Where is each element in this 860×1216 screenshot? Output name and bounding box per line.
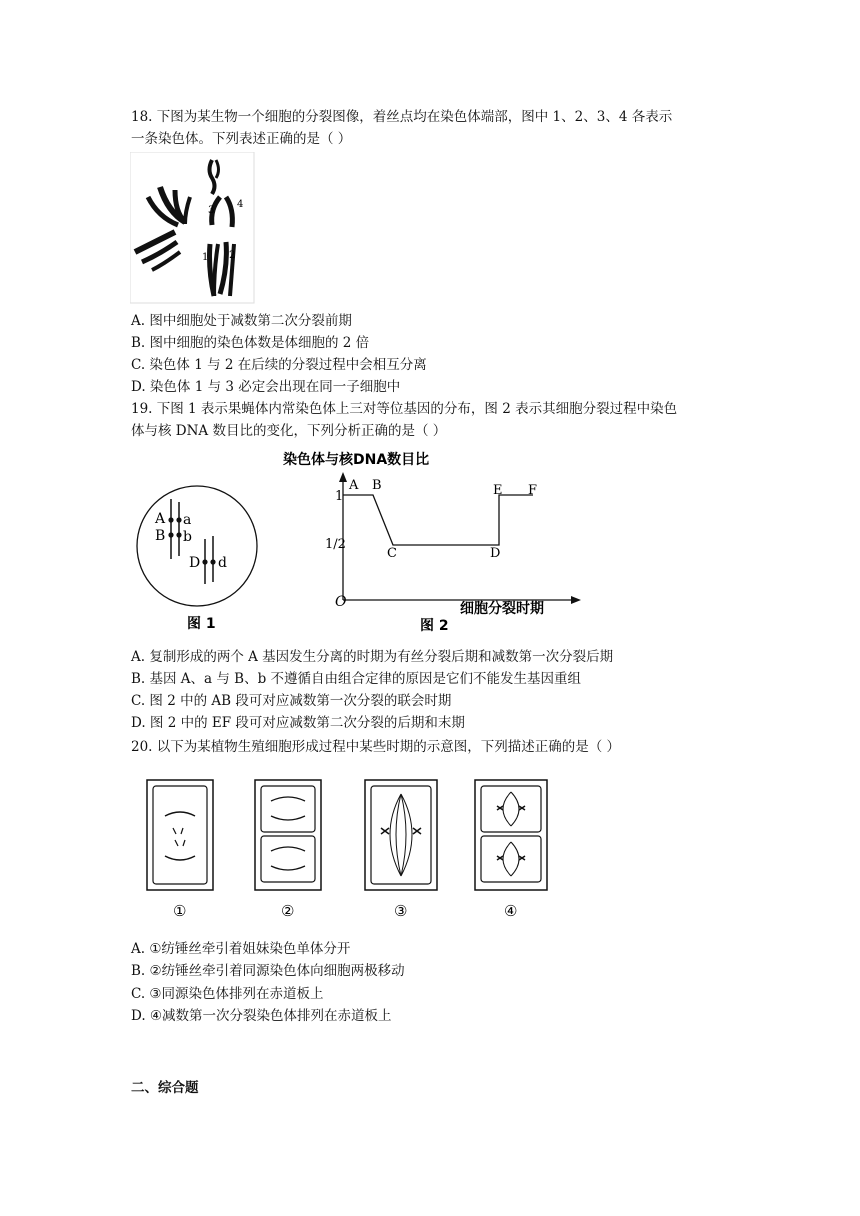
q20-label-4: ④ <box>504 902 518 920</box>
q20-label-2: ② <box>281 902 295 920</box>
q19-fig1-caption: 图 1 <box>187 616 216 632</box>
q19-gene-D: D <box>189 555 201 571</box>
q20-option-b: B. ②纺锤丝牵引着同源染色体向细胞两极移动 <box>131 963 405 979</box>
q19-fig2-point-E: E <box>493 483 503 498</box>
q19-option-a: A. 复制形成的两个 A 基因发生分离的时期为有丝分裂后期和减数第一次分裂后期 <box>131 649 614 665</box>
q20-cell-1 <box>147 780 213 890</box>
q19-fig2-point-C: C <box>387 546 397 561</box>
q20-option-c: C. ③同源染色体排列在赤道板上 <box>131 986 324 1002</box>
q19-stem-line1: 19. 下图 1 表示果蝇体内常染色体上三对等位基因的分布，图 2 表示其细胞分裂过程中染色 <box>131 401 678 417</box>
q19-cell-circle <box>137 486 257 606</box>
q18-stem-line2: 一条染色体。下列表述正确的是（ ） <box>131 131 352 147</box>
q19-locus-D <box>202 559 207 564</box>
q19-fig2-point-D: D <box>490 546 501 561</box>
q18-option-a: A. 图中细胞处于减数第二次分裂前期 <box>131 313 352 329</box>
q18-label-3: 3 <box>208 205 215 216</box>
q19-fig2-tick-half: 1/2 <box>325 537 346 552</box>
q19-fig2-y-title: 染色体与核DNA数目比 <box>283 452 430 468</box>
q19-fig2-origin: O <box>335 594 347 610</box>
q19-gene-d: d <box>218 555 227 571</box>
q19-locus-d <box>210 559 215 564</box>
q20-label-1: ① <box>173 902 187 920</box>
q19-fig2-y-arrow <box>339 472 347 482</box>
q18-stem-line1: 18. 下图为某生物一个细胞的分裂图像，着丝点均在染色体端部，图中 1、2、3、4 各表示 <box>131 109 673 125</box>
q19-fig2-tick-1: 1 <box>335 489 344 504</box>
q18-option-b: B. 图中细胞的染色体数是体细胞的 2 倍 <box>131 335 370 351</box>
q20-label-3: ③ <box>394 902 408 920</box>
q19-option-d: D. 图 2 中的 EF 段可对应减数第二次分裂的后期和末期 <box>131 715 465 731</box>
q18-cell-figure <box>130 152 255 304</box>
q19-locus-A <box>168 517 173 522</box>
q19-fig2-point-A: A <box>349 478 359 493</box>
q18-figure-frame <box>130 152 254 303</box>
q19-locus-b <box>176 532 181 537</box>
q19-locus-a <box>176 517 181 522</box>
q19-gene-B: B <box>155 528 166 544</box>
q19-fig2-x-title: 细胞分裂时期 <box>460 601 544 617</box>
q19-gene-A: A <box>155 511 166 527</box>
q19-stem-line2: 体与核 DNA 数目比的变化，下列分析正确的是（ ） <box>131 423 447 439</box>
q19-option-c: C. 图 2 中的 AB 段可对应减数第一次分裂的联会时期 <box>131 693 452 709</box>
q19-figure-1 <box>133 484 263 634</box>
q20-cell-3 <box>365 780 437 890</box>
q19-fig2-point-F: F <box>528 483 538 498</box>
q20-cell-4 <box>475 780 547 890</box>
q20-option-a: A. ①纺锤丝牵引着姐妹染色单体分开 <box>131 941 351 957</box>
q19-gene-b: b <box>183 529 192 545</box>
q19-fig2-point-B: B <box>372 478 382 493</box>
q20-cells-figure <box>143 776 555 926</box>
q19-figure-2 <box>275 450 595 636</box>
q19-locus-B <box>168 532 173 537</box>
q20-option-d: D. ④减数第一次分裂染色体排列在赤道板上 <box>131 1008 392 1024</box>
q20-cell-2 <box>255 780 321 890</box>
q20-stem: 20. 以下为某植物生殖细胞形成过程中某些时期的示意图，下列描述正确的是（ ） <box>131 739 621 755</box>
q18-label-2: 2 <box>229 250 236 261</box>
q18-option-d: D. 染色体 1 与 3 必定会出现在同一子细胞中 <box>131 379 401 395</box>
section-2-title: 二、综合题 <box>131 1080 199 1096</box>
q19-fig2-curve <box>343 495 533 545</box>
q19-option-b: B. 基因 A、a 与 B、b 不遵循自由组合定律的原因是它们不能发生基因重组 <box>131 671 582 687</box>
q18-label-1: 1 <box>202 252 209 263</box>
q18-option-c: C. 染色体 1 与 2 在后续的分裂过程中会相互分离 <box>131 357 427 373</box>
q19-fig2-x-arrow <box>571 596 581 604</box>
q19-fig2-caption: 图 2 <box>420 618 449 634</box>
q19-gene-a: a <box>183 512 192 528</box>
q18-label-4: 4 <box>237 199 244 210</box>
